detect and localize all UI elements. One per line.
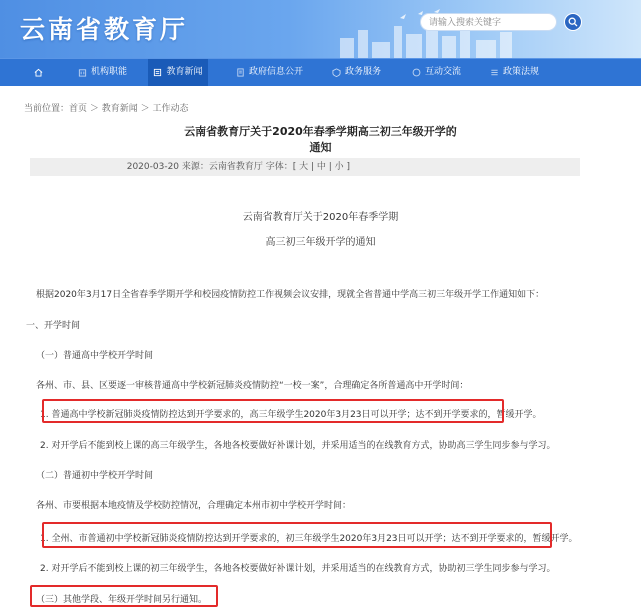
paragraph: 各州、市、县、区要逐一审核普通高中学校新冠肺炎疫情防控“一校一案”，合理确定各所普通高中开学时间：	[36, 381, 469, 391]
section-heading: 一、开学时间	[26, 321, 81, 331]
main-nav	[0, 58, 641, 86]
nav-label: 机构职能	[91, 67, 128, 77]
service-icon	[332, 68, 341, 77]
paragraph-highlighted: （三）其他学段、年级开学时间另行通知。	[36, 595, 208, 605]
article-title-line2: 通知	[309, 141, 332, 154]
highlight-box	[30, 585, 218, 607]
home-icon	[34, 68, 43, 77]
search-icon	[568, 17, 578, 27]
paragraph-intro: 根据2020年3月17日全省春季学期开学和校园疫情防控工作视频会议安排，现就全省普通中学高三初三年级开学工作通知如下：	[36, 290, 545, 300]
subsection-heading: （二）普通初中学校开学时间	[36, 471, 154, 481]
breadcrumb: 当前位置：首页 ＞ 教育新闻 ＞ 工作动态	[24, 104, 189, 114]
search-input[interactable]: 请输入搜索关键字	[420, 13, 557, 31]
search-button[interactable]	[564, 13, 582, 31]
highlight-box	[42, 399, 504, 423]
paragraph-highlighted: 1. 全州、市普通初中学校新冠肺炎疫情防控达到开学要求的，初三年级学生2020年3月23日可以开学；达不到开学要求的，暂缓开学。	[40, 534, 578, 544]
nav-label: 互动交流	[425, 67, 462, 77]
article-meta: 2020-03-20 来源：云南省教育厅 字体：[ 大 | 中 | 小 ]	[30, 158, 580, 176]
document-icon	[236, 68, 245, 77]
highlight-box	[42, 522, 552, 548]
article-title: 云南省教育厅关于2020年春季学期高三初三年级开学的	[184, 125, 457, 138]
doc-title: 云南省教育厅关于2020年春季学期	[242, 212, 399, 223]
paragraph: 2. 对开学后不能到校上课的高三年级学生，各地各校要做好补课计划，并采用适当的在线教育方式，协助高三学生同步参与学习。	[40, 441, 556, 451]
paragraph: 2. 对开学后不能到校上课的初三年级学生，各地各校要做好补课计划，并采用适当的在线教育方式，协助初三学生同步参与学习。	[40, 564, 556, 574]
chat-icon	[412, 68, 421, 77]
nav-item-interaction[interactable]	[412, 59, 461, 86]
paragraph-highlighted: 1. 普通高中学校新冠肺炎疫情防控达到开学要求的，高三年级学生2020年3月23日可以开学；达不到开学要求的，暂缓开学。	[40, 410, 542, 420]
list-icon	[490, 68, 499, 77]
subsection-heading: （一）普通高中学校开学时间	[36, 351, 154, 361]
building-icon	[78, 68, 87, 77]
site-logo[interactable]: 云南省教育厅	[20, 15, 189, 44]
nav-item-institution[interactable]	[78, 59, 127, 86]
nav-item-gov-info[interactable]	[236, 59, 303, 86]
doc-title-line2: 高三初三年级开学的通知	[265, 237, 376, 248]
nav-item-news[interactable]	[148, 59, 208, 86]
site-header	[0, 0, 641, 58]
nav-item-policy[interactable]	[490, 59, 539, 86]
nav-home[interactable]	[34, 59, 43, 86]
nav-label: 政策法规	[503, 67, 540, 77]
nav-label: 政务服务	[345, 67, 382, 77]
nav-item-services[interactable]	[332, 59, 381, 86]
paragraph: 各州、市要根据本地疫情及学校防控情况，合理确定本州市初中学校开学时间：	[36, 501, 352, 511]
nav-label: 教育新闻	[166, 67, 203, 77]
news-icon	[153, 68, 162, 77]
nav-label: 政府信息公开	[249, 67, 304, 77]
